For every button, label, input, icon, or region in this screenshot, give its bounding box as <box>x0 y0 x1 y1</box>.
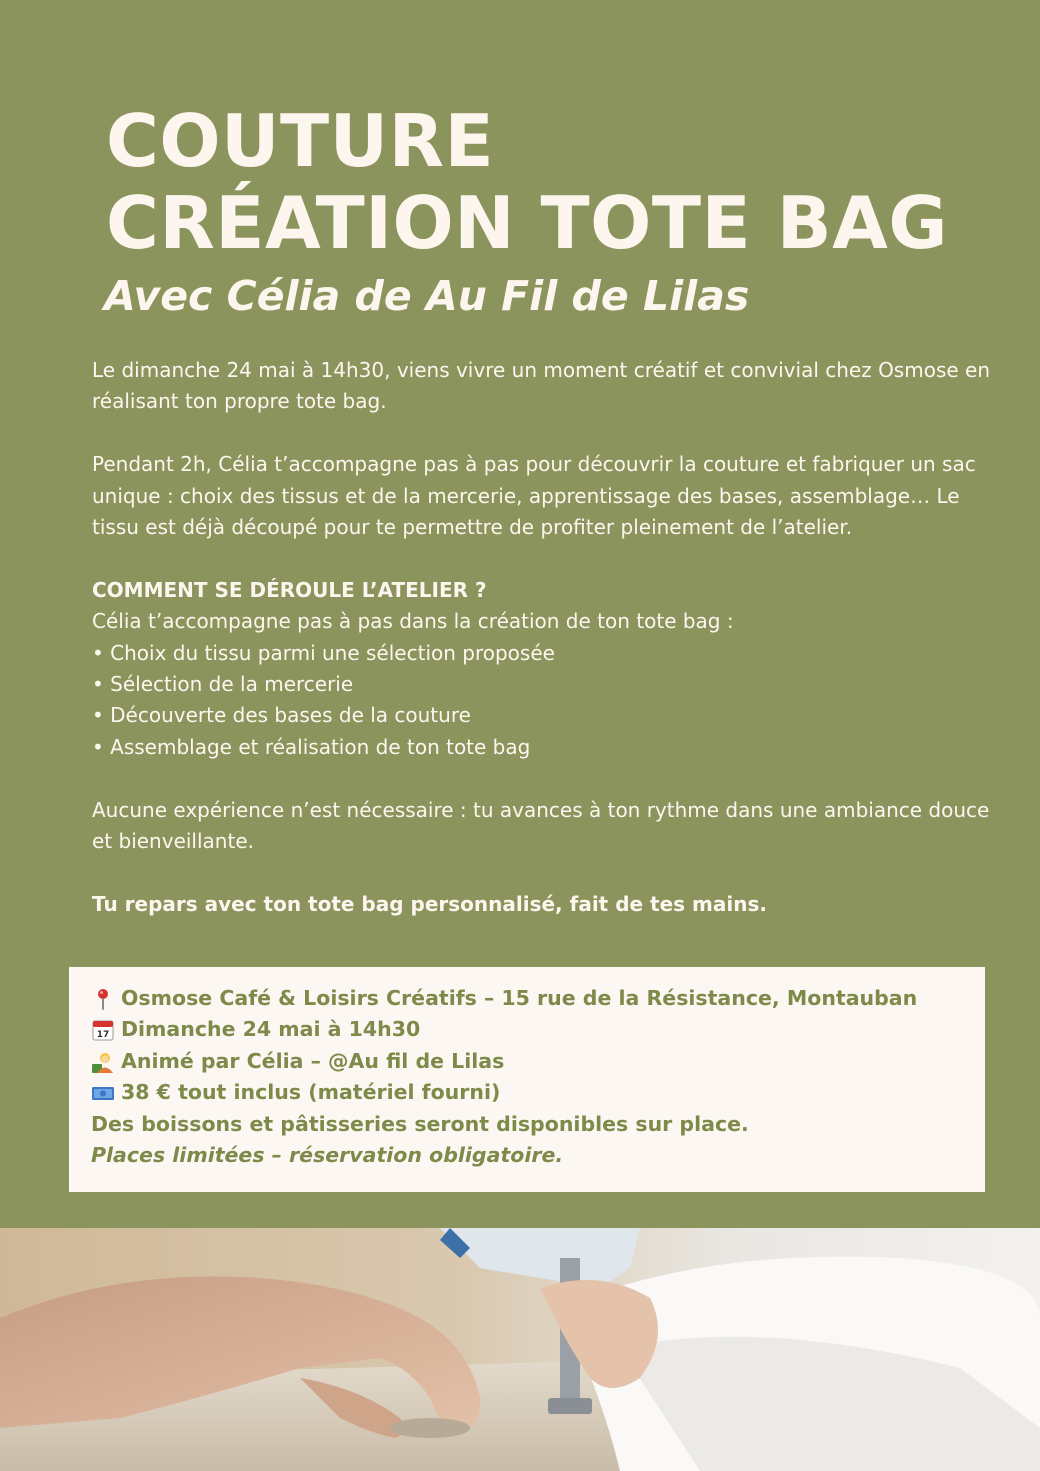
banknote-icon <box>91 1081 115 1105</box>
refreshments-text: Des boissons et pâtisseries seront disponibles sur place. <box>91 1111 749 1136</box>
info-box <box>69 967 985 1192</box>
host-row <box>91 1046 963 1077</box>
section-intro: Célia t’accompagne pas à pas dans la création de ton tote bag : <box>92 609 734 634</box>
host-text: Animé par Célia – @Au fil de Lilas <box>121 1048 505 1073</box>
location-text: Osmose Café & Loisirs Créatifs – 15 rue de la Résistance, Montauban <box>121 986 918 1010</box>
event-subtitle: Avec Célia de Au Fil de Lilas <box>104 272 750 320</box>
title-line-1: COUTURE <box>106 99 495 183</box>
description-paragraph: Pendant 2h, Célia t’accompagne pas à pas pour découvrir la couture et fabriquer un sac unique : choix des tissus et de la mercerie, apprentissage des bases, assemblage… Le tissu est déjà découpé pour te permettre de profiter pleinement de l’atelier. <box>92 452 976 540</box>
experience-note: Aucune expérience n’est nécessaire : tu avances à ton rythme dans une ambiance douce et bienveillante. <box>92 797 990 854</box>
steps-list <box>92 638 997 764</box>
date-text: Dimanche 24 mai à 14h30 <box>121 1017 421 1042</box>
refreshments-row <box>91 1109 963 1140</box>
sewing-photo <box>0 1228 1040 1471</box>
step-item: • Sélection de la mercerie <box>92 669 997 700</box>
closing-line: Tu repars avec ton tote bag personnalisé, fait de tes mains. <box>92 891 767 916</box>
svg-text:17: 17 <box>96 1030 110 1041</box>
title-line-2: CRÉATION TOTE BAG <box>106 181 948 265</box>
calendar-icon <box>91 1018 115 1042</box>
step-item: • Assemblage et réalisation de ton tote bag <box>92 732 997 763</box>
step-item: • Découverte des bases de la couture <box>92 700 997 731</box>
price-row <box>91 1077 963 1108</box>
pin-icon <box>91 987 115 1011</box>
step-item: • Choix du tissu parmi une sélection proposée <box>92 638 997 669</box>
section-heading: COMMENT SE DÉROULE L’ATELIER ? <box>92 577 487 602</box>
date-row <box>91 1014 963 1045</box>
booking-text: Places limitées – réservation obligatoire. <box>91 1143 564 1168</box>
event-description <box>92 355 997 920</box>
location-row <box>91 983 963 1014</box>
person-icon <box>91 1050 115 1074</box>
price-text: 38 € tout inclus (matériel fourni) <box>121 1080 501 1105</box>
event-title <box>106 100 1006 264</box>
booking-row <box>91 1140 963 1171</box>
intro-paragraph: Le dimanche 24 mai à 14h30, viens vivre un moment créatif et convivial chez Osmose en réalisant ton propre tote bag. <box>92 358 991 414</box>
